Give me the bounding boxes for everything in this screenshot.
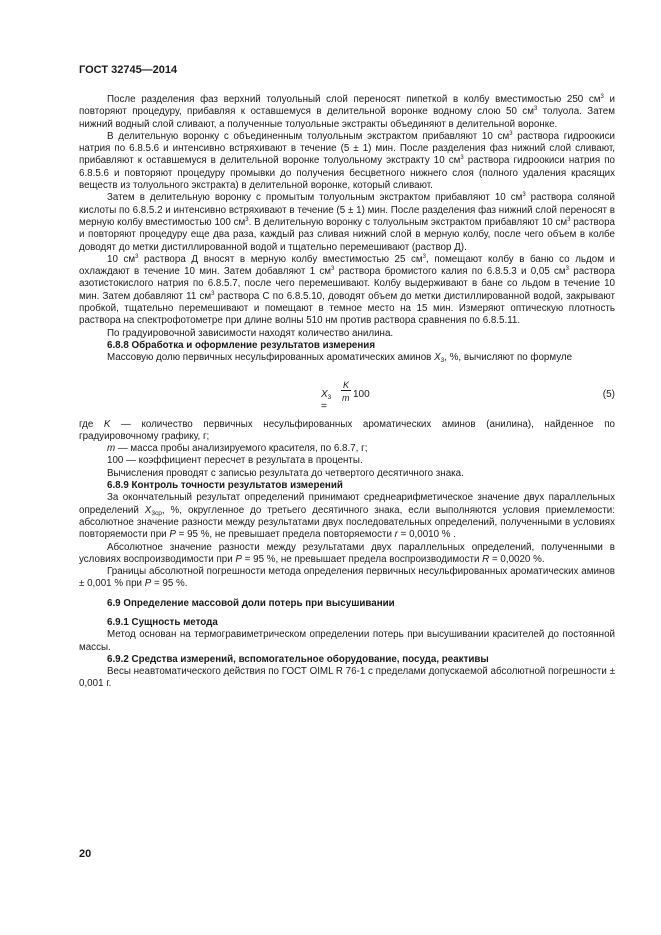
paragraph: Границы абсолютной погрешности метода определения первичных несульфированных ароматических аминов ± 0,001 % при P = 95 %.: [79, 566, 615, 590]
fraction-bar: [341, 390, 351, 391]
section-heading: 6.9.1 Сущность метода: [107, 616, 218, 628]
page-number: 20: [79, 848, 92, 860]
section-heading: 6.9.2 Средства измерений, вспомогательное оборудование, посуда, реактивы: [107, 653, 489, 665]
paragraph: По градуировочной зависимости находят количество анилина.: [107, 327, 394, 339]
document-body: [79, 94, 615, 691]
section-heading: 6.8.9 Контроль точности результатов измерений: [107, 480, 343, 492]
paragraph: Метод основан на термогравиметрическом определении потерь при высушивании красителей до постоянной массы.: [79, 629, 615, 653]
paragraph: За окончательный результат определений принимают среднеарифметическое значение двух параллельных определений $X_{3ср}$, %, округленное до третьего десятичного знака, если выполняются условия приемлемости: абсолютное значение разности между результатами двух последовательных определений, полученными в условиях повторяемости при P = 95 %, не превышает предела повторяемости r = 0,0010 % .: [79, 492, 615, 541]
paragraph: 100 — коэффициент пересчет в результата в проценты.: [107, 455, 363, 467]
formula-denominator: m: [342, 392, 350, 403]
paragraph: Абсолютное значение разности между результатами двух параллельных определений, полученными в условиях воспроизводимости при P = 95 %, не превышает предела воспроизводимости R = 0,0020 %.: [79, 541, 615, 565]
paragraph: В делительную воронку с объединенным толуольным экстрактом прибавляют 10 $см^3$ раствора гидроокиси натрия по 6.8.5.6 и интенсивно встряхивают в течение (5 ± 1) мин. После разделения фаз нижний слой сливают, прибавляют к оставшемуся в делительной воронке толуольному экстракту 10 $см^3$ раствора гидроокиси натрия по 6.8.5.6 и повторяют процедуру промывки до получения бесцветного нижнего слоя (полного удаления красящих веществ из толуольного экстракта) в делительной воронке, который сливают.: [79, 130, 615, 192]
formula-numerator: K: [343, 379, 350, 390]
paragraph: Затем в делительную воронку с промытым толуольным экстрактом прибавляют 10 $см^3$ раствора соляной кислоты по 6.8.5.2 и интенсивно встряхивают в течение (5 ± 1) мин. После разделения фаз нижний слой переносят в мерную колбу вместимостью 100 $см^3$. В делительную воронку с толуольным экстрактом прибавляют 10 $см^3$ раствора и повторяют процедуру еще два раза, каждый раз сливая нижний слой в мерную колбу, после чего объем в колбе доводят до метки дистиллированной водой и тщательно перемешивают (раствор Д).: [79, 192, 615, 253]
section-heading: 6.8.8 Обработка и оформление результатов измерения: [107, 339, 376, 351]
paragraph: где K — количество первичных несульфированных ароматических аминов (анилина), найденное по градуировочному графику, г;: [79, 418, 615, 442]
formula-number: (5): [602, 388, 615, 400]
paragraph: 10 $см^3$ раствора Д вносят в мерную колбу вместимостью 25 $см^3$, помещают колбу в баню со льдом и охлаждают в течение 10 мин. Затем добавляют 1 $см^3$ раствора бромистого калия по 6.8.5.3 и 0,05 $см^3$ раствора азотистокислого натрия по 6.8.5.7, после чего перемешивают. Колбу выдерживают в бане со льдом в течение 10 мин. Затем добавляют 11 $см^3$ раствора С по 6.8.5.10, доводят объем до метки дистиллированной водой, закрывают пробкой, тщательно перемешивают и помещают в темное место на 15 мин. Измеряют оптическую плотность раствора на спектрофотометре при длине волны 510 нм против раствора сравнения по 6.8.5.11.: [79, 253, 615, 327]
document-header: ГОСТ 32745—2014: [79, 64, 178, 76]
paragraph: Весы неавтоматического действия по ГОСТ OIML R 76-1 с пределами допускаемой абсолютной погрешности ± 0,001 г.: [79, 666, 615, 690]
formula-value: 100: [353, 388, 370, 400]
paragraph: После разделения фаз верхний толуольный слой переносят пипеткой в колбу вместимостью 250 $см^3$ и повторяют процедуру, прибавляя к оставшемуся в делительной воронке водному слою 50 $см^3$ толуола. Затем нижний водный слой сливают, а полученные толуольные экстракты объединяют в делительной воронке.: [79, 94, 615, 130]
formula: $X_3$ = K m 100 (5): [321, 379, 615, 412]
paragraph: Вычисления проводят с записью результата до четвертого десятичного знака.: [107, 467, 464, 479]
section-heading: 6.9 Определение массовой доли потерь при высушивании: [107, 597, 395, 609]
paragraph: Массовую долю первичных несульфированных ароматических аминов $X_3$, %, вычисляют по формуле: [107, 352, 573, 365]
paragraph: m — масса пробы анализируемого красителя, по 6.8.7, г;: [107, 443, 368, 455]
